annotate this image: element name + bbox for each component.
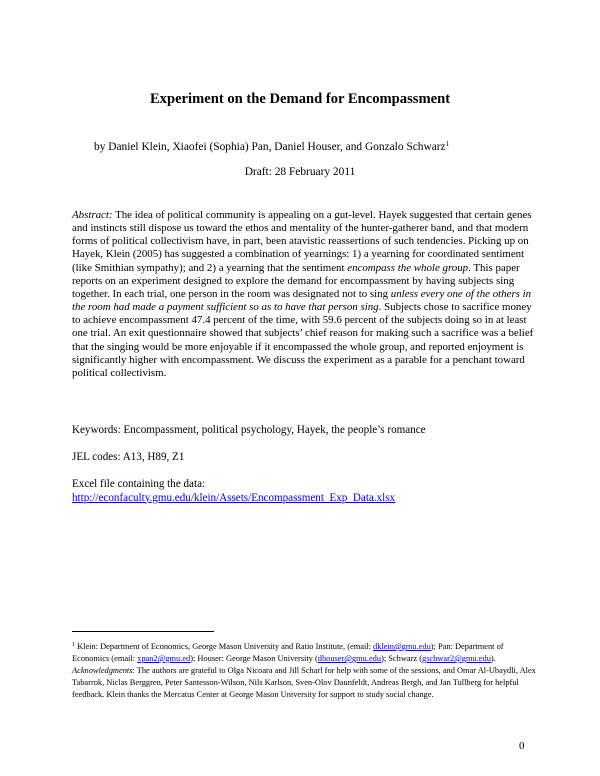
footnote-reference[interactable]: 1	[445, 140, 450, 148]
jel-codes: JEL codes: A13, H89, Z1	[72, 451, 185, 463]
abstract	[72, 209, 538, 380]
keywords: Keywords: Encompassment, political psychology, Hayek, the people’s romance	[72, 424, 426, 436]
data-file-link[interactable]: http://econfaculty.gmu.edu/klein/Assets/Encompassment_Exp_Data.xlsx	[72, 491, 396, 504]
paper-title: Experiment on the Demand for Encompassment	[149, 91, 451, 107]
email-link-pan[interactable]: xpan2@gmu.ed	[137, 653, 191, 663]
data-file-note	[72, 478, 395, 505]
footnote-text: ).	[490, 653, 496, 663]
footnote-text: ); Schwarz (	[381, 653, 422, 663]
abstract-text: The idea of political community is appealing on a gut-level. Hayek suggested that certain genes and instincts still dispose us toward the ethos and mentality of the hunter-gatherer band, and that modern forms of political collectivism have, in part, been atavistic reassertions of such tendencies. Picking up on Hayek, Klein (2005) has suggested a combination of yearnings: 1) a yearning for coordinated sentiment (like Smithian sympathy); and 2) a yearning that the sentiment	[72, 209, 532, 274]
data-file-label: Excel file containing the data:	[72, 478, 206, 490]
footnote-text: ); Houser: George Mason University (	[190, 653, 318, 663]
author-names: by Daniel Klein, Xiaofei (Sophia) Pan, Daniel Houser, and Gonzalo Schwarz	[94, 141, 446, 153]
footnote-text: Klein: Department of Economics, George Mason University and Ratio Institute, (email:	[75, 642, 374, 651]
footnote	[72, 640, 538, 701]
draft-date: Draft: 28 February 2011	[244, 166, 356, 178]
email-link-schwarz[interactable]: gschwar2@gmu.edu	[422, 653, 491, 663]
footnote-text: ); Pan: Department of Economics (email:	[72, 642, 504, 663]
email-link-houser[interactable]: dhouser@gmu.edu	[317, 653, 382, 663]
acknowledgments-label: Acknowledgments	[72, 665, 133, 675]
footnote-mark: 1	[72, 642, 75, 648]
footnote-text: : The authors are grateful to Olga Nicoara and Jill Scharl for help with some of the sessions, and Omar Al-Ubaydli, Alex Tabarrok, Niclas Berggren, Peter Santesson-Wilson, Nils Karlson, Sven-Olov Daunfeldt, Andreas Bergh, and Jan Tullberg for helpful feedback. Klein thanks the Mercatus Center at George Mason University for support to study social change.	[72, 665, 536, 699]
abstract-emphasis: unless every one of the others in the room had made a payment sufficient so as to have that person sing	[72, 287, 532, 314]
abstract-text: . Subjects chose to sacrifice money to achieve encompassment 47.4 percent of the time, with 59.6 percent of the subjects doing so in at least one trial. An exit questionnaire showed that subjects’ chief reason for making such a sacrifice was a belief that the singing would be more enjoyable if it encompassed the whole group, and reported enjoyment is significantly higher with encompassment. We discuss the experiment as a parable for a penchant toward political collectivism.	[72, 301, 534, 379]
abstract-emphasis: encompass the whole group	[347, 261, 469, 274]
author-line	[94, 140, 449, 153]
footnote-divider	[72, 631, 214, 632]
abstract-text: . This paper reports on an experiment designed to explore the demand for encompassment by having subjects sing together. In each trial, one person in the room was designated not to sing	[72, 261, 520, 300]
abstract-label: Abstract:	[72, 209, 113, 221]
page-number: 0	[519, 740, 525, 752]
email-link-klein[interactable]: dklein@gmu.edu	[373, 642, 431, 651]
